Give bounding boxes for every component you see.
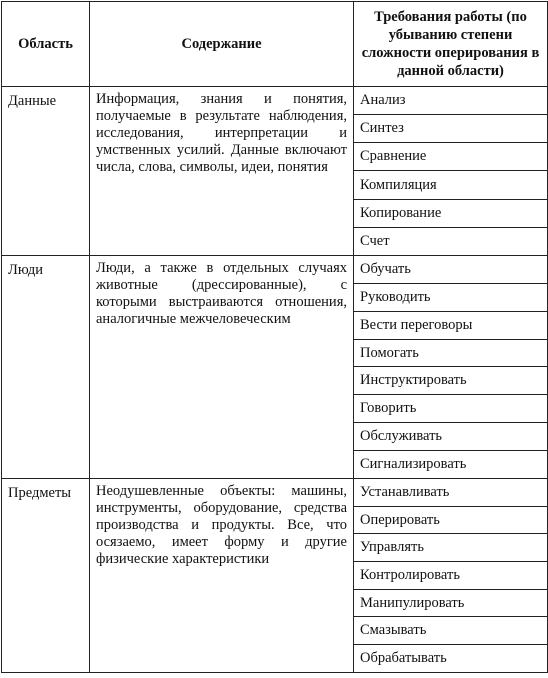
requirement-cell: Компиляция bbox=[354, 171, 548, 200]
area-cell: Данные bbox=[2, 87, 90, 256]
requirement-cell: Руководить bbox=[354, 284, 548, 312]
requirement-cell: Счет bbox=[354, 228, 548, 256]
header-area: Область bbox=[2, 2, 90, 87]
requirement-cell: Синтез bbox=[354, 115, 548, 143]
requirement-cell: Обрабатывать bbox=[354, 645, 548, 673]
requirement-cell: Копирование bbox=[354, 200, 548, 228]
requirement-cell: Контролировать bbox=[354, 562, 548, 590]
area-cell: Предметы bbox=[2, 479, 90, 673]
header-requirements: Требования работы (по убыванию степени сложности оперирования в данной области) bbox=[354, 2, 548, 87]
requirement-cell: Обучать bbox=[354, 256, 548, 284]
table-row bbox=[2, 479, 548, 507]
requirement-cell: Помогать bbox=[354, 340, 548, 367]
table-row bbox=[2, 256, 548, 284]
requirement-cell: Манипулировать bbox=[354, 590, 548, 617]
requirement-cell: Вести переговоры bbox=[354, 312, 548, 340]
requirement-cell: Смазывать bbox=[354, 617, 548, 645]
requirement-cell: Управлять bbox=[354, 534, 548, 562]
requirement-cell: Анализ bbox=[354, 87, 548, 115]
content-cell: Информация, знания и понятия, получаемые в результате наблюдения, исследования, интерпретации и умственных усилий. Данные включают числа, слова, символы, идеи, понятия bbox=[90, 87, 354, 256]
requirement-cell: Устанавливать bbox=[354, 479, 548, 507]
requirement-cell: Инструктировать bbox=[354, 367, 548, 395]
table-row bbox=[2, 87, 548, 115]
requirement-cell: Обслуживать bbox=[354, 423, 548, 451]
header-row bbox=[2, 2, 548, 87]
header-content: Содержание bbox=[90, 2, 354, 87]
work-requirements-table bbox=[1, 1, 548, 673]
table-body bbox=[2, 87, 548, 673]
requirement-cell: Сравнение bbox=[354, 143, 548, 171]
area-cell: Люди bbox=[2, 256, 90, 479]
requirement-cell: Говорить bbox=[354, 395, 548, 423]
requirement-cell: Оперировать bbox=[354, 507, 548, 534]
content-cell: Неодушевленные объекты: машины, инструменты, оборудование, средства производства и продукты. Все, что осязаемо, имеет форму и другие физические характеристики bbox=[90, 479, 354, 673]
content-cell: Люди, а также в отдельных случаях животные (дрессированные), с которыми выстраиваются отношения, аналогичные межчеловеческим bbox=[90, 256, 354, 479]
requirement-cell: Сигнализировать bbox=[354, 451, 548, 479]
